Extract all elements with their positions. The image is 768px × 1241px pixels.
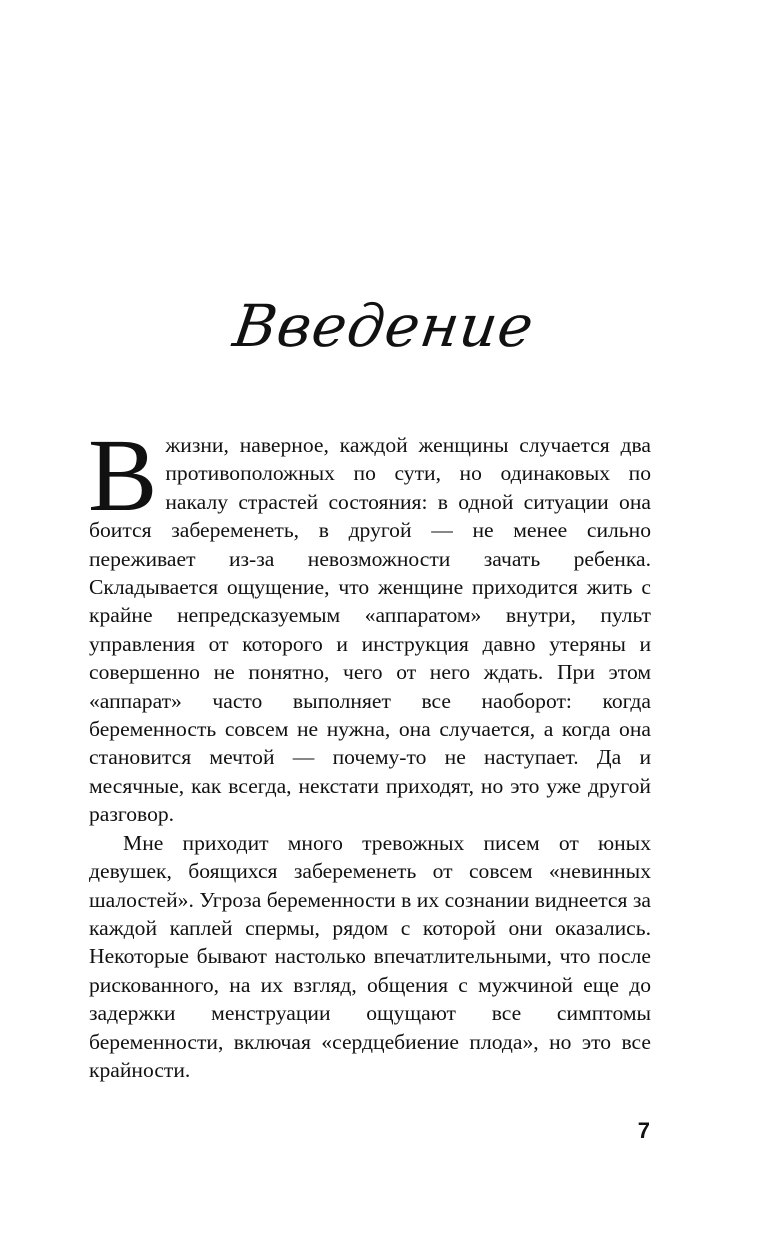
paragraph-first bbox=[88, 418, 651, 829]
paragraph-second: Мне приходит много тревожных писем от юных девушек, боящихся забеременеть от совсем «невинных шалостей». Угроза беременности в их сознании виднеется за каждой каплей спермы, рядом с которой они оказались. Некоторые бывают настолько впечатлительными, что после рискованного, на их взгляд, общения с мужчиной еще до задержки менструации ощущают все симптомы беременности, включая «сердцебиение плода», но это все крайности. bbox=[89, 830, 651, 1082]
chapter-title-text: Введение bbox=[229, 292, 539, 360]
chapter-title bbox=[0, 292, 768, 360]
body-text bbox=[88, 418, 651, 1084]
paragraph-first-text: жизни, наверное, каждой женщины случается два противоположных по сути, но одинаковых по накалу страстей состояния: в одной ситуации она боится забеременеть, в другой — не менее сильно переживает из-за невозможности зачать ребенка. Складывается ощущение, что женщине приходится жить с крайне непредсказуемым «аппаратом» внутри, пульт управления от которого и инструкция давно утеряны и совершенно не понятно, чего от него ждать. При этом «аппарат» часто выполняет все наоборот: когда беременность совсем не нужна, она случается, а когда она становится мечтой — почему-то не наступает. Да и месячные, как всегда, некстати приходят, но это уже другой разговор. bbox=[89, 433, 651, 827]
drop-cap-letter: В bbox=[88, 418, 158, 533]
page-number: 7 bbox=[637, 1118, 650, 1143]
